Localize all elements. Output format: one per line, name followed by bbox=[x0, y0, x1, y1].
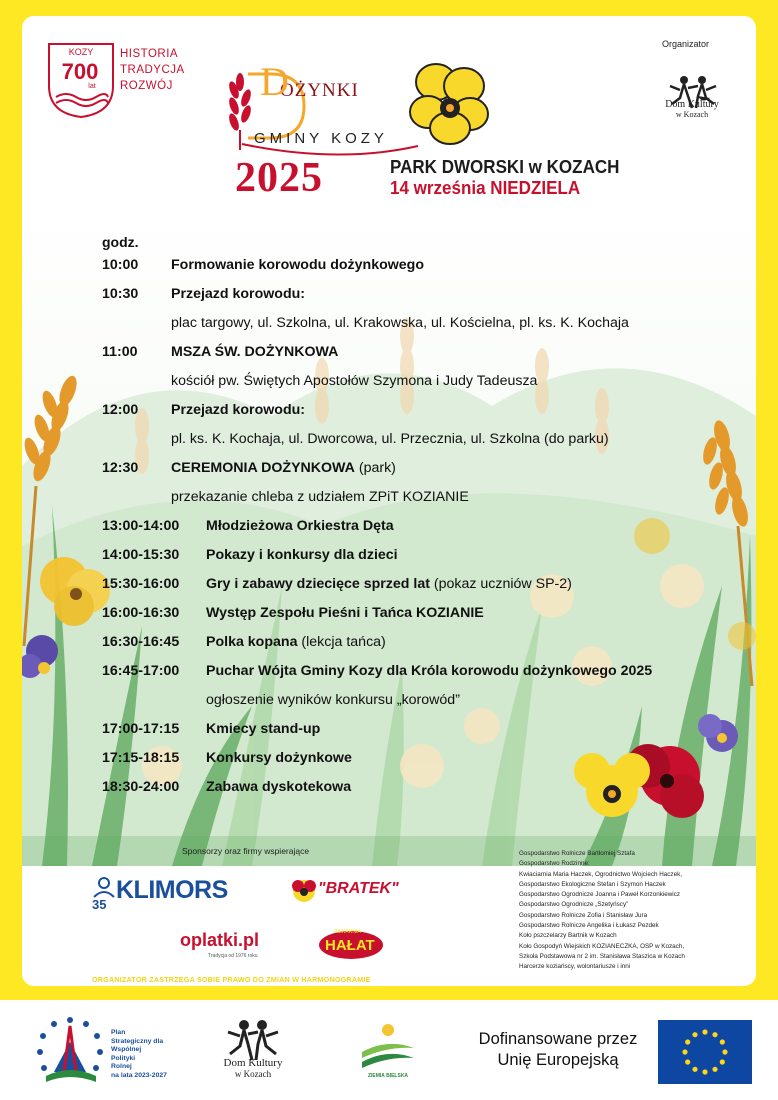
schedule-time: 17:00-17:15 bbox=[102, 721, 180, 737]
event-year: 2025 bbox=[235, 155, 323, 201]
schedule-row bbox=[102, 662, 702, 691]
schedule-row bbox=[102, 285, 702, 314]
organizer-place-line: w Kozach bbox=[675, 110, 709, 119]
ziemia-bielska-text: ZIEMIA BIELSKA bbox=[367, 1073, 409, 1079]
event-title bbox=[260, 59, 359, 104]
schedule-title: CEREMONIA DOŻYNKOWA bbox=[171, 460, 355, 476]
schedule-list bbox=[102, 256, 702, 807]
event-title-word: OŻYNKI bbox=[280, 80, 359, 101]
schedule-text bbox=[171, 372, 537, 390]
psp-line: Plan bbox=[111, 1029, 126, 1036]
oplatki-logo: oplatki.pl bbox=[180, 930, 260, 950]
schedule-extra: (park) bbox=[354, 460, 396, 476]
schedule-row bbox=[102, 720, 702, 749]
schedule-extra: plac targowy, ul. Szkolna, ul. Krakowska, ul. Kościelna, pl. ks. K. Kochaja bbox=[171, 315, 629, 331]
psp-line: Polityki bbox=[111, 1054, 136, 1062]
schedule-extra: kościół pw. Świętych Apostołów Szymona i Judy Tadeusza bbox=[171, 373, 538, 389]
bratek-name: "BRATEK" bbox=[318, 880, 399, 897]
klimors-name: KLIMORS bbox=[116, 876, 228, 904]
schedule-time: 10:00 bbox=[102, 257, 139, 273]
credit-line: Szkoła Podstawowa nr 2 im. Stanisława Staszica w Kozach bbox=[519, 952, 685, 960]
schedule-time: 10:30 bbox=[102, 286, 139, 302]
credit-line: Koło Gospodyń Wiejskich KOZIANECZKA, OSP w Kozach, bbox=[519, 942, 685, 950]
schedule-text bbox=[171, 488, 469, 506]
eu-star-icon bbox=[720, 1059, 725, 1064]
slogan-line: TRADYCJA bbox=[120, 64, 185, 76]
schedule-row bbox=[102, 546, 702, 575]
event-subtitle: GMINY KOZY bbox=[254, 130, 388, 147]
schedule-title: MSZA ŚW. DOŻYNKOWA bbox=[171, 344, 339, 360]
schedule-text bbox=[171, 343, 338, 361]
organizer-name bbox=[652, 100, 732, 120]
schedule-time: 16:00-16:30 bbox=[102, 605, 180, 621]
poster-panel bbox=[22, 16, 756, 986]
psp-line: Rolnej bbox=[111, 1063, 132, 1070]
kozy-logo-number: 700 bbox=[61, 59, 99, 84]
schedule-time: 12:00 bbox=[102, 402, 139, 418]
oplatki-tagline: Tradycja od 1976 roku bbox=[208, 953, 258, 959]
eu-flag-icon bbox=[658, 1020, 752, 1084]
credit-line: Gospodarstwo Rolnicze Bartłomiej Sztafa bbox=[519, 850, 635, 857]
kozy-slogan bbox=[120, 46, 185, 94]
schedule-title: Przejazd korowodu: bbox=[171, 402, 306, 418]
schedule-text bbox=[206, 546, 398, 564]
schedule-text bbox=[206, 778, 351, 796]
eu-star-icon bbox=[692, 1032, 697, 1037]
schedule-text bbox=[171, 256, 424, 274]
credit-line: Gospodarstwo Rolnicze Zofia i Stanisław Jura bbox=[519, 911, 648, 919]
schedule-text bbox=[171, 430, 609, 448]
schedule-row bbox=[102, 633, 702, 662]
schedule-row bbox=[102, 372, 702, 401]
eu-star-icon bbox=[685, 1039, 690, 1044]
schedule-row bbox=[102, 575, 702, 604]
schedule-title: Występ Zespołu Pieśni i Tańca KOZIANIE bbox=[206, 605, 484, 621]
kozy-logo-unit: lat bbox=[88, 83, 96, 90]
schedule-title: Młodzieżowa Orkiestra Dęta bbox=[206, 518, 394, 534]
schedule-extra: przekazanie chleba z udziałem ZPiT KOZIANIE bbox=[171, 489, 469, 505]
slogan-line: HISTORIA bbox=[120, 48, 179, 60]
sponsors-title: Sponsorzy oraz firmy wspierające bbox=[182, 846, 310, 856]
credit-line: Gospodarstwo Ogrodnicze Joanna i Paweł Korzonkiewicz bbox=[519, 891, 681, 899]
eu-star-icon bbox=[692, 1067, 697, 1072]
event-place: PARK DWORSKI w KOZACH bbox=[390, 156, 620, 177]
klimors-years: 35 bbox=[92, 897, 107, 912]
schedule-title: Gry i zabawy dziecięce sprzed lat bbox=[206, 576, 430, 592]
eu-line: Unię Europejską bbox=[497, 1051, 619, 1069]
halat-subtitle: PIEKARNIA bbox=[334, 929, 361, 935]
schedule-title: Konkursy dożynkowe bbox=[206, 750, 352, 766]
schedule-heading: godz. bbox=[102, 234, 139, 250]
schedule-extra: ogłoszenie wyników konkursu „korowód” bbox=[206, 692, 460, 708]
psp-line: na lata 2023-2027 bbox=[111, 1071, 167, 1079]
eu-star-icon bbox=[722, 1049, 727, 1054]
schedule-text bbox=[171, 285, 305, 303]
organizer-label: Organizator bbox=[662, 39, 710, 49]
schedule-title: Puchar Wójta Gminy Kozy dla Króla korowodu dożynkowego 2025 bbox=[206, 663, 653, 679]
credits-list bbox=[519, 849, 729, 973]
schedule-title: Przejazd korowodu: bbox=[171, 286, 306, 302]
dk-footer-name-line: Dom Kultury bbox=[223, 1057, 283, 1069]
pansy-logo-icon bbox=[410, 64, 488, 144]
event-date: 14 września NIEDZIELA bbox=[390, 177, 581, 198]
schedule-row bbox=[102, 691, 702, 720]
schedule-text bbox=[206, 691, 460, 709]
eu-star-icon bbox=[712, 1067, 717, 1072]
schedule-row bbox=[102, 517, 702, 546]
schedule-time: 15:30-16:00 bbox=[102, 576, 180, 592]
credit-line: Gospodarstwo Rodzinne: bbox=[519, 860, 590, 868]
schedule-time: 17:15-18:15 bbox=[102, 750, 180, 766]
schedule-time: 18:30-24:00 bbox=[102, 779, 180, 795]
credit-line: Gospodarstwo Ekologiczne Stefan i Szymon Haczek bbox=[519, 880, 666, 888]
halat-name: HAŁAT bbox=[325, 937, 375, 954]
schedule-text bbox=[171, 401, 305, 419]
schedule-title: Kmiecy stand-up bbox=[206, 721, 321, 737]
schedule bbox=[102, 234, 702, 807]
kozy-700-logo bbox=[46, 41, 116, 119]
event-title-letter: D bbox=[260, 59, 290, 104]
schedule-time: 14:00-15:30 bbox=[102, 547, 180, 563]
schedule-row bbox=[102, 459, 702, 488]
schedule-extra: (lekcja tańca) bbox=[297, 634, 386, 650]
psp-caption bbox=[111, 1029, 167, 1080]
credit-line: Harcerze koziańscy, wolontariusze i inni bbox=[519, 963, 631, 971]
schedule-title: Pokazy i konkursy dla dzieci bbox=[206, 547, 398, 563]
schedule-row bbox=[102, 343, 702, 372]
schedule-text bbox=[171, 459, 396, 477]
schedule-text bbox=[171, 314, 629, 332]
schedule-row bbox=[102, 749, 702, 778]
schedule-title: Zabawa dyskotekowa bbox=[206, 779, 352, 795]
schedule-text bbox=[206, 749, 352, 767]
schedule-text bbox=[206, 633, 386, 651]
dk-footer-name bbox=[210, 1058, 296, 1080]
dk-footer-place-line: w Kozach bbox=[234, 1069, 272, 1079]
psp-logo bbox=[30, 1012, 110, 1088]
schedule-extra: pl. ks. K. Kochaja, ul. Dworcowa, ul. Przecznia, ul. Szkolna (do parku) bbox=[171, 431, 609, 447]
eu-star-icon bbox=[712, 1032, 717, 1037]
schedule-row bbox=[102, 401, 702, 430]
eu-star-icon bbox=[685, 1059, 690, 1064]
disclaimer: ORGANIZATOR ZASTRZEGA SOBIE PRAWO DO ZMIAN W HARMONOGRAMIE bbox=[92, 975, 371, 984]
eu-star-icon bbox=[682, 1049, 687, 1054]
eu-line: Dofinansowane przez bbox=[478, 1030, 638, 1048]
schedule-text bbox=[206, 720, 320, 738]
schedule-text bbox=[206, 517, 394, 535]
schedule-extra: (pokaz uczniów SP-2) bbox=[429, 576, 572, 592]
schedule-text bbox=[206, 604, 484, 622]
schedule-time: 16:45-17:00 bbox=[102, 663, 180, 679]
schedule-row bbox=[102, 604, 702, 633]
kozy-logo-name: KOZY bbox=[68, 47, 94, 57]
schedule-text bbox=[206, 662, 652, 680]
schedule-row bbox=[102, 488, 702, 517]
psp-line: Strategiczny dla bbox=[111, 1037, 164, 1045]
schedule-time: 16:30-16:45 bbox=[102, 634, 180, 650]
organizer-name-line: Dom Kultury bbox=[665, 99, 719, 110]
eu-star-icon bbox=[702, 1029, 707, 1034]
schedule-text bbox=[206, 575, 572, 593]
schedule-row bbox=[102, 256, 702, 285]
schedule-title: Formowanie korowodu dożynkowego bbox=[171, 257, 425, 273]
schedule-time: 13:00-14:00 bbox=[102, 518, 180, 534]
credit-line: Gospodarstwo Rolnicze Angelika i Łukasz Pezdek bbox=[519, 922, 659, 930]
schedule-row bbox=[102, 314, 702, 343]
schedule-title: Polka kopana bbox=[206, 634, 298, 650]
eu-star-icon bbox=[720, 1039, 725, 1044]
slogan-line: ROZWÓJ bbox=[120, 80, 173, 92]
schedule-row bbox=[102, 430, 702, 459]
psp-line: Wspólnej bbox=[111, 1046, 142, 1053]
credit-line: Kwiaciarnia Maria Haczek, Ogrodnictwo Wojciech Haczek, bbox=[519, 870, 682, 878]
schedule-time: 11:00 bbox=[102, 344, 138, 360]
schedule-time: 12:30 bbox=[102, 460, 139, 476]
schedule-row bbox=[102, 778, 702, 807]
eu-star-icon bbox=[702, 1069, 707, 1074]
credit-line: Koło pszczelarzy Bartnik w Kozach bbox=[519, 932, 617, 940]
eu-funding-text bbox=[468, 1029, 648, 1071]
credit-line: Gospodarstwo Ogrodnicze „Szetyńscy” bbox=[519, 901, 629, 909]
